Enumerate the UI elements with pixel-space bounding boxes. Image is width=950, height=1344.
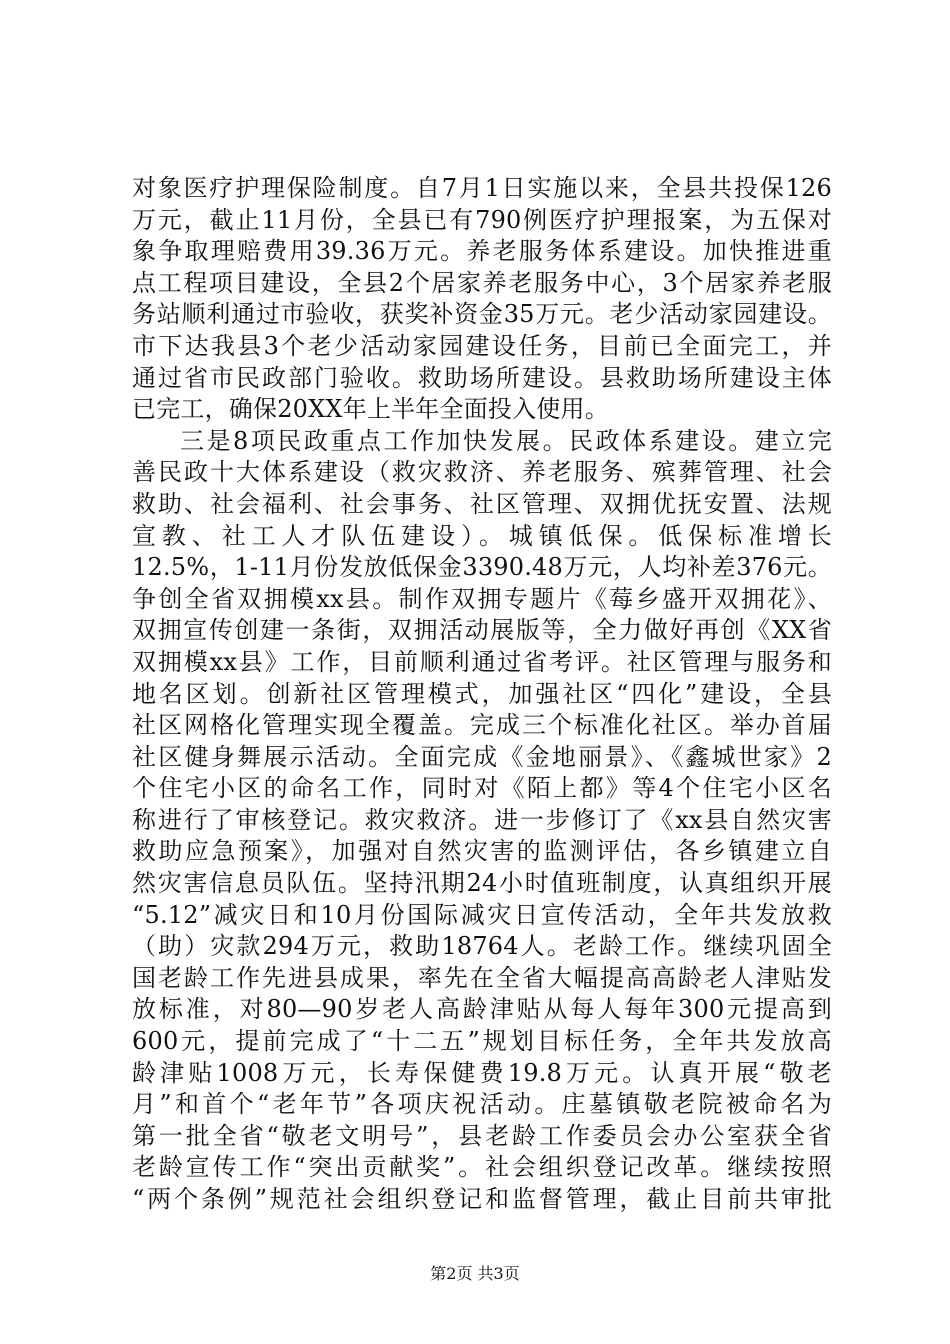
text-line-14: 争创全省双拥模xx县。制作双拥专题片《莓乡盛开双拥花》、: [132, 584, 832, 613]
text-line-28: 600元，提前完成了“十二五”规划目标任务，全年共发放高: [132, 1027, 832, 1056]
text-line-31: 第一批全省“敬老文明号”，县老龄工作委员会办公室获全省: [132, 1121, 832, 1150]
text-line-25: （助）灾款294万元，救助18764人。老龄工作。继续巩固全: [132, 932, 832, 961]
text-line-3: 象争取理赔费用39.36万元。养老服务体系建设。加快推进重: [132, 237, 832, 266]
text-line-17: 地名区划。创新社区管理模式，加强社区“四化”建设，全县: [132, 679, 832, 708]
text-line-33: “两个条例”规范社会组织登记和监督管理，截止目前共审批: [132, 1185, 832, 1213]
text-line-2: 万元，截止11月份，全县已有790例医疗护理报案，为五保对: [132, 205, 832, 234]
text-line-16: 双拥模xx县》工作，目前顺利通过省考评。社区管理与服务和: [132, 647, 832, 676]
text-line-10: 善民政十大体系建设（救灾救济、养老服务、殡葬管理、社会: [132, 458, 832, 487]
text-line-20: 个住宅小区的命名工作，同时对《陌上都》等4个住宅小区名: [132, 774, 832, 803]
text-line-19: 社区健身舞展示活动。全面完成《金地丽景》、《鑫城世家》2: [132, 742, 832, 771]
page-number-footer: 第2页 共3页: [430, 1264, 520, 1283]
text-line-8: 已完工，确保20XX年上半年全面投入使用。: [132, 395, 609, 424]
text-line-26: 国老龄工作先进县成果，率先在全省大幅提高高龄老人津贴发: [132, 963, 832, 992]
text-line-32: 老龄宣传工作“突出贡献奖”。社会组织登记改革。继续按照: [132, 1153, 832, 1182]
text-line-18: 社区网格化管理实现全覆盖。完成三个标准化社区。举办首届: [132, 711, 832, 740]
text-line-29: 龄津贴1008万元，长寿保健费19.8万元。认真开展“敬老: [132, 1058, 832, 1087]
text-line-6: 市下达我县3个老少活动家园建设任务，目前已全面完工，并: [132, 331, 832, 360]
text-line-13: 12.5%，1-11月份发放低保金3390.48万元，人均补差376元。: [132, 553, 832, 582]
text-line-27: 放标准，对80—90岁老人高龄津贴从每人每年300元提高到: [132, 995, 832, 1024]
document-body: [132, 173, 832, 1216]
text-line-23: 然灾害信息员队伍。坚持汛期24小时值班制度，认真组织开展: [132, 869, 832, 898]
text-line-9: 三是8项民政重点工作加快发展。民政体系建设。建立完: [180, 426, 832, 455]
text-line-1: 对象医疗护理保险制度。自7月1日实施以来，全县共投保126: [132, 174, 832, 202]
text-line-15: 双拥宣传创建一条街，双拥活动展版等，全力做好再创《XX省: [132, 616, 832, 645]
text-line-24: “5.12”减灾日和10月份国际减灾日宣传活动，全年共发放救: [132, 900, 832, 929]
text-line-12: 宣教、社工人才队伍建设）。城镇低保。低保标准增长: [132, 521, 832, 550]
text-line-21: 称进行了审核登记。救灾救济。进一步修订了《xx县自然灾害: [132, 805, 832, 834]
text-line-5: 务站顺利通过市验收，获奖补资金35万元。老少活动家园建设。: [132, 300, 832, 329]
text-line-22: 救助应急预案》，加强对自然灾害的监测评估，各乡镇建立自: [132, 837, 832, 866]
text-line-7: 通过省市民政部门验收。救助场所建设。县救助场所建设主体: [132, 363, 832, 392]
text-line-4: 点工程项目建设，全县2个居家养老服务中心，3个居家养老服: [132, 268, 832, 297]
text-line-30: 月”和首个“老年节”各项庆祝活动。庄墓镇敬老院被命名为: [132, 1090, 832, 1119]
text-line-11: 救助、社会福利、社会事务、社区管理、双拥优抚安置、法规: [132, 489, 832, 518]
